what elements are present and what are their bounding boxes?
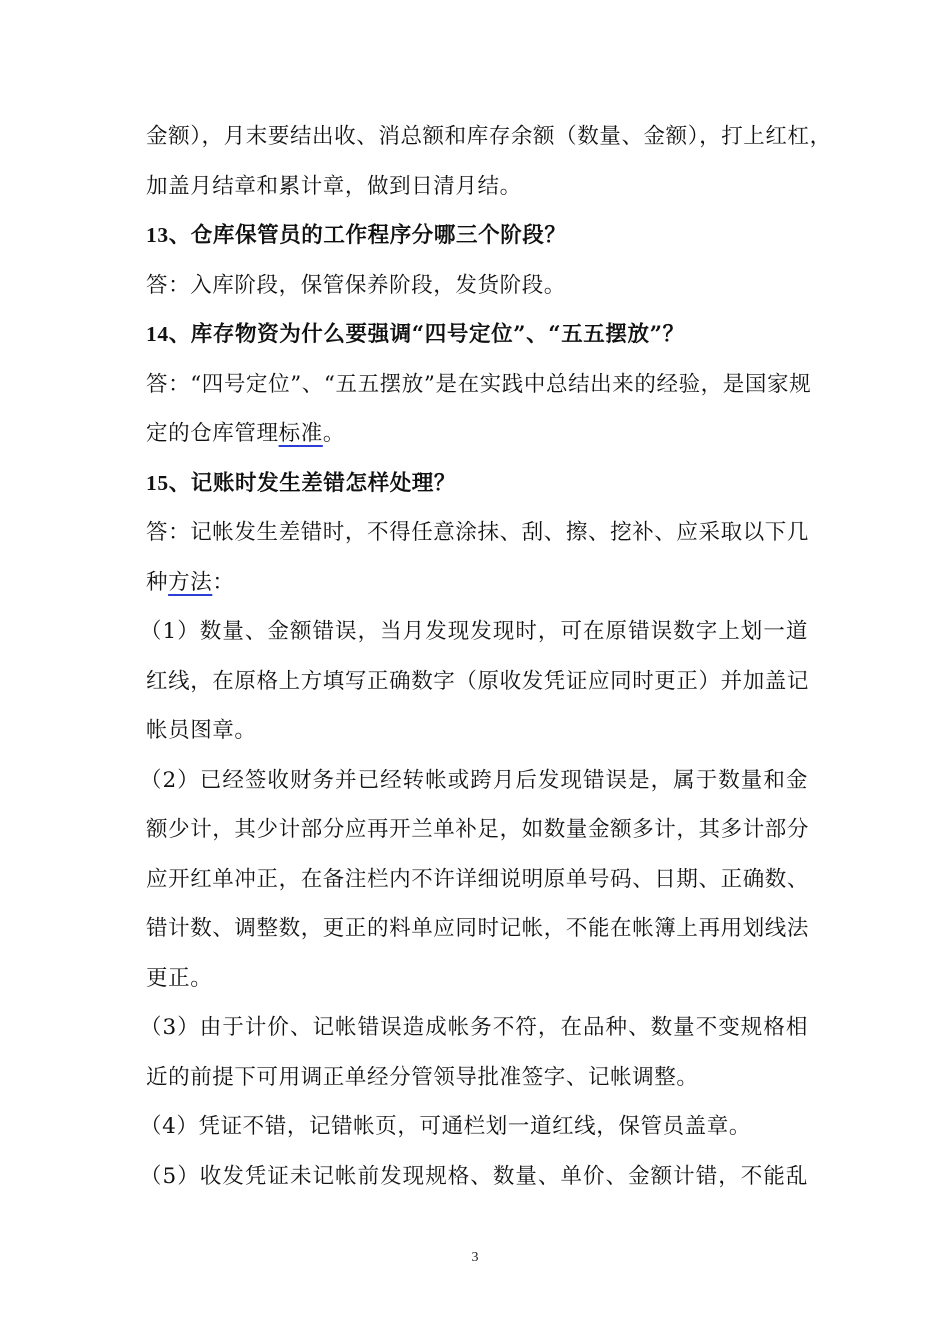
list-item-1-line: 红线，在原格上方填写正确数字（原收发凭证应同时更正）并加盖记 — [146, 668, 810, 694]
list-item-3-line: 近的前提下可用调正单经分管领导批准签字、记帐调整。 — [146, 1064, 699, 1090]
list-item-4-line: （4）凭证不错，记错帐页，可通栏划一道红线，保管员盖章。 — [140, 1114, 751, 1139]
list-item-2-line: （2）已经签收财务并已经转帐或跨月后发现错误是，属于数量和金 — [140, 767, 808, 793]
paragraph-line: 金额），月末要结出收、消总额和库存余额（数量、金额），打上红杠， — [146, 124, 832, 149]
answer-13: 答：入库阶段，保管保养阶段，发货阶段。 — [146, 272, 566, 298]
page-number: 3 — [471, 1250, 479, 1265]
answer-14-line — [146, 409, 808, 459]
list-item-2-line: 额少计，其少计部分应再开兰单补足，如数量金额多计，其多计部分 — [146, 817, 810, 842]
answer-15-line — [146, 558, 808, 608]
paragraph-line: 加盖月结章和累计章，做到日清月结。 — [146, 173, 522, 199]
text-span: ： — [212, 569, 235, 595]
list-item-3-line: （3）由于计价、记帐错误造成帐务不符，在品种、数量不变规格相 — [140, 1015, 808, 1040]
question-15 — [146, 459, 808, 509]
question-14 — [146, 310, 808, 360]
list-item-2-line: 应开红单冲正，在备注栏内不许详细说明原单号码、日期、正确数、 — [146, 866, 810, 892]
list-item-1-line: （1）数量、金额错误，当月发现发现时，可在原错误数字上划一道 — [140, 619, 808, 644]
answer-15-line: 答：记帐发生差错时，不得任意涂抹、刮、擦、挖补、应采取以下几 — [146, 520, 810, 545]
spellcheck-underlined-word: 标准 — [278, 421, 323, 446]
question-number: 14 — [146, 322, 169, 346]
spellcheck-underlined-word: 方法 — [168, 569, 213, 595]
list-item-1-line: 帐员图章。 — [146, 718, 257, 743]
list-item-2-line: 更正。 — [146, 965, 213, 991]
text-span: 。 — [322, 421, 345, 446]
question-text: 、记账时发生差错怎样处理？ — [168, 470, 457, 496]
document-body — [140, 112, 832, 1201]
text-span: 种 — [146, 569, 169, 595]
question-text: 、仓库保管员的工作程序分哪三个阶段？ — [168, 223, 567, 248]
question-13 — [146, 211, 808, 261]
question-number: 13 — [146, 223, 169, 247]
text-span: 定的仓库管理 — [146, 421, 279, 446]
answer-14-line: 答：“四号定位”、“五五摆放”是在实践中总结出来的经验，是国家规 — [146, 371, 812, 397]
question-text: 、库存物资为什么要强调“四号定位”、“五五摆放”？ — [168, 322, 685, 347]
list-item-2-line: 错计数、调整数，更正的料单应同时记帐，不能在帐簿上再用划线法 — [146, 916, 810, 941]
question-number: 15 — [146, 470, 169, 495]
list-item-5-line: （5）收发凭证未记帐前发现规格、数量、单价、金额计错，不能乱 — [140, 1163, 808, 1189]
